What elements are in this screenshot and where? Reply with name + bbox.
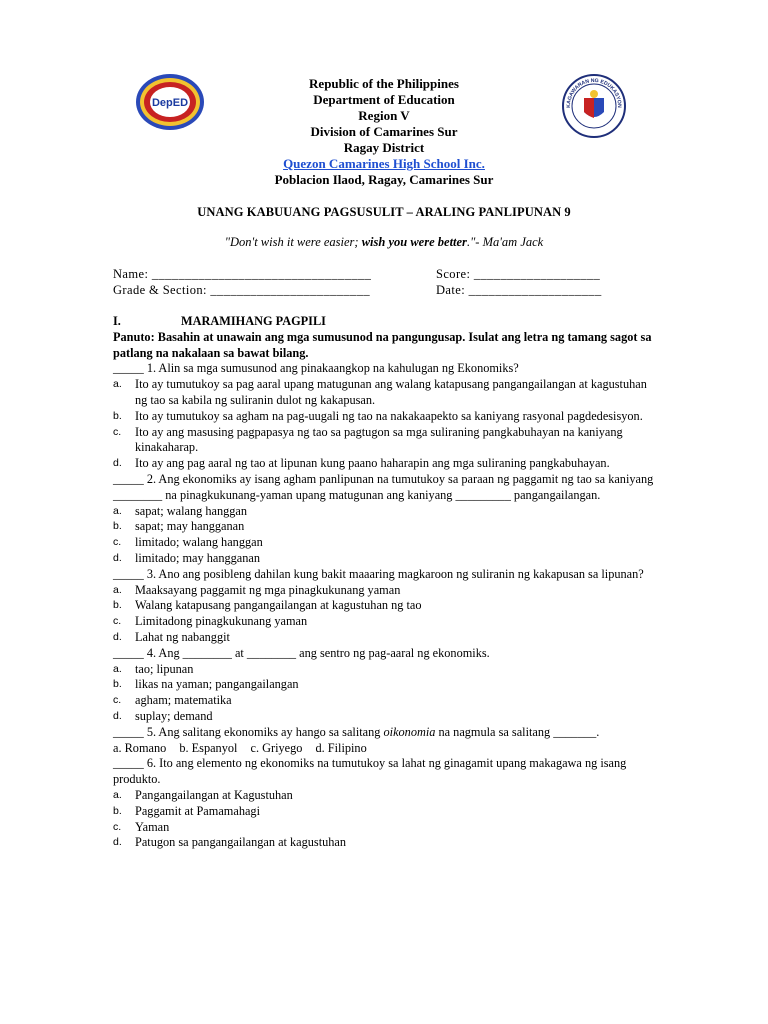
option-text: Ito ay ang pag aaral ng tao at lipunan kung paano haharapin ang mga suliraning pangkabuhayan. (135, 456, 610, 471)
option-text: Maaksayang paggamit ng mga pinagkukunang yaman (135, 582, 401, 597)
q5-option-a: a. Romano (113, 740, 167, 755)
option-letter: a. (113, 583, 122, 596)
q2-option (113, 535, 658, 551)
school-name-link[interactable]: Quezon Camarines High School Inc. (283, 156, 485, 171)
section-heading: I. MARAMIHANG PAGPILI (113, 314, 326, 328)
option-text: Ito ay ang masusing pagpapasya ng tao sa pagtugon sa mga suliraning pangkabuhayan na kaniyang kinakaharap. (135, 424, 623, 455)
question-3: _____ 3. Ano ang posibleng dahilan kung bakit maaaring magkaroon ng suliranin ng kakapusan sa lipunan? (113, 566, 644, 581)
option-letter: a. (113, 504, 122, 517)
option-letter: c. (113, 694, 122, 707)
question-4-options (113, 662, 658, 725)
q4-option (113, 662, 658, 678)
question-1-options (113, 377, 658, 472)
question-5: _____ 5. Ang salitang ekonomiks ay hango sa salitang oikonomia na nagmula sa salitang _______. (113, 724, 600, 739)
exam-title: UNANG KABUUANG PAGSUSULIT – ARALING PANLIPUNAN 9 (197, 205, 571, 219)
option-letter: a. (113, 788, 122, 801)
option-text: limitado; walang hanggan (135, 535, 263, 550)
question-4: _____ 4. Ang ________ at ________ ang sentro ng pag-aaral ng ekonomiks. (113, 645, 490, 660)
option-text: agham; matematika (135, 693, 232, 708)
q4-option (113, 677, 658, 693)
option-letter: c. (113, 536, 122, 549)
option-letter: b. (113, 678, 122, 691)
q2-option (113, 504, 658, 520)
option-text: limitado; may hangganan (135, 550, 260, 565)
q1-option (113, 409, 658, 425)
option-text: Paggamit at Pamamahagi (135, 803, 260, 818)
option-text: Patugon sa pangangailangan at kagustuhan (135, 835, 347, 850)
q4-option (113, 709, 658, 725)
option-letter: d. (113, 457, 122, 470)
question-6: _____ 6. Ito ang elemento ng ekonomiks na tumutukoy sa lahat ng ginagamit upang makagawa ng isang produkto. (113, 756, 627, 787)
option-letter: d. (113, 709, 122, 722)
option-letter: a. (113, 662, 122, 675)
q6-option (113, 820, 658, 836)
q6-option (113, 788, 658, 804)
option-letter: c. (113, 615, 122, 628)
question-2-options (113, 504, 658, 567)
q5-option-b: b. Espanyol (179, 740, 238, 755)
q5-option-c: c. Griyego (250, 740, 303, 755)
svg-text:DepED: DepED (151, 97, 189, 109)
q3-option (113, 583, 658, 599)
option-text: Limitadong pinagkukunang yaman (135, 614, 308, 629)
date-field: Date: ____________________ (436, 283, 602, 297)
grade-section-field: Grade & Section: ________________________ (113, 283, 371, 297)
option-text: Yaman (135, 819, 170, 834)
header-region: Region V (358, 108, 410, 123)
option-letter: a. (113, 378, 122, 391)
motto-quote: "Don't wish it were easier; wish you were better."- Ma'am Jack (224, 235, 544, 249)
instructions: Panuto: Basahin at unawain ang mga sumusunod na pangungusap. Isulat ang letra ng tamang sagot sa patlang na nakalaan sa bawat bilang. (113, 329, 652, 360)
header-republic: Republic of the Philippines (309, 76, 459, 91)
header-district: Ragay District (343, 140, 425, 155)
option-letter: d. (113, 551, 122, 564)
q1-option (113, 456, 658, 472)
option-letter: b. (113, 804, 122, 817)
q2-option (113, 519, 658, 535)
q3-option (113, 598, 658, 614)
score-field: Score: ___________________ (436, 267, 601, 281)
question-2: _____ 2. Ang ekonomiks ay isang agham panlipunan na tumutukoy sa paraan ng paggamit ng tao sa kaniyang ________ na pinagkukunang-yaman upang matugunan ang kaniyang _________ pangangailangan. (113, 471, 654, 502)
option-text: Ito ay tumutukoy sa pag aaral upang matugunan ang walang katapusang pangangailangan at kagustuhan ng tao sa kabila ng suliranin dulot ng kakapusan. (135, 377, 647, 407)
school-header (0, 76, 768, 188)
school-address: Poblacion Ilaod, Ragay, Camarines Sur (274, 172, 494, 187)
q6-option (113, 835, 658, 851)
question-6-options (113, 788, 658, 851)
option-text: Pangangailangan at Kagustuhan (135, 787, 293, 802)
header-department: Department of Education (313, 92, 455, 107)
q3-option (113, 614, 658, 630)
name-field: Name: _________________________________ (113, 267, 372, 281)
q3-option (113, 630, 658, 646)
svg-text:KAGAWARAN NG EDUKASYON: KAGAWARAN NG EDUKASYON (565, 77, 623, 108)
option-text: likas na yaman; pangangailangan (135, 677, 299, 692)
q6-option (113, 804, 658, 820)
q2-option (113, 551, 658, 567)
option-letter: d. (113, 630, 122, 643)
question-1: _____ 1. Alin sa mga sumusunod ang pinakaangkop na kahulugan ng Ekonomiks? (113, 361, 519, 376)
option-text: Lahat ng nabanggit (135, 629, 230, 644)
question-3-options (113, 583, 658, 646)
option-letter: b. (113, 599, 122, 612)
option-letter: c. (113, 820, 122, 833)
option-text: suplay; demand (135, 708, 213, 723)
q1-option (113, 377, 658, 409)
option-text: sapat; walang hanggan (135, 503, 247, 518)
q4-option (113, 693, 658, 709)
q1-option (113, 425, 658, 457)
option-text: tao; lipunan (135, 661, 194, 676)
option-letter: b. (113, 520, 122, 533)
option-text: Walang katapusang pangangailangan at kagustuhan ng tao (135, 598, 422, 613)
option-text: Ito ay tumutukoy sa agham na pag-uugali ng tao na nakakaapekto sa kaniyang rasyonal pagdedesisyon. (135, 408, 643, 423)
header-division: Division of Camarines Sur (310, 124, 458, 139)
option-letter: c. (113, 425, 122, 438)
option-text: sapat; may hangganan (135, 519, 245, 534)
option-letter: d. (113, 836, 122, 849)
quiz-content (113, 314, 658, 851)
option-letter: b. (113, 409, 122, 422)
question-5-options (113, 741, 658, 757)
q5-option-d: d. Filipino (315, 740, 367, 755)
